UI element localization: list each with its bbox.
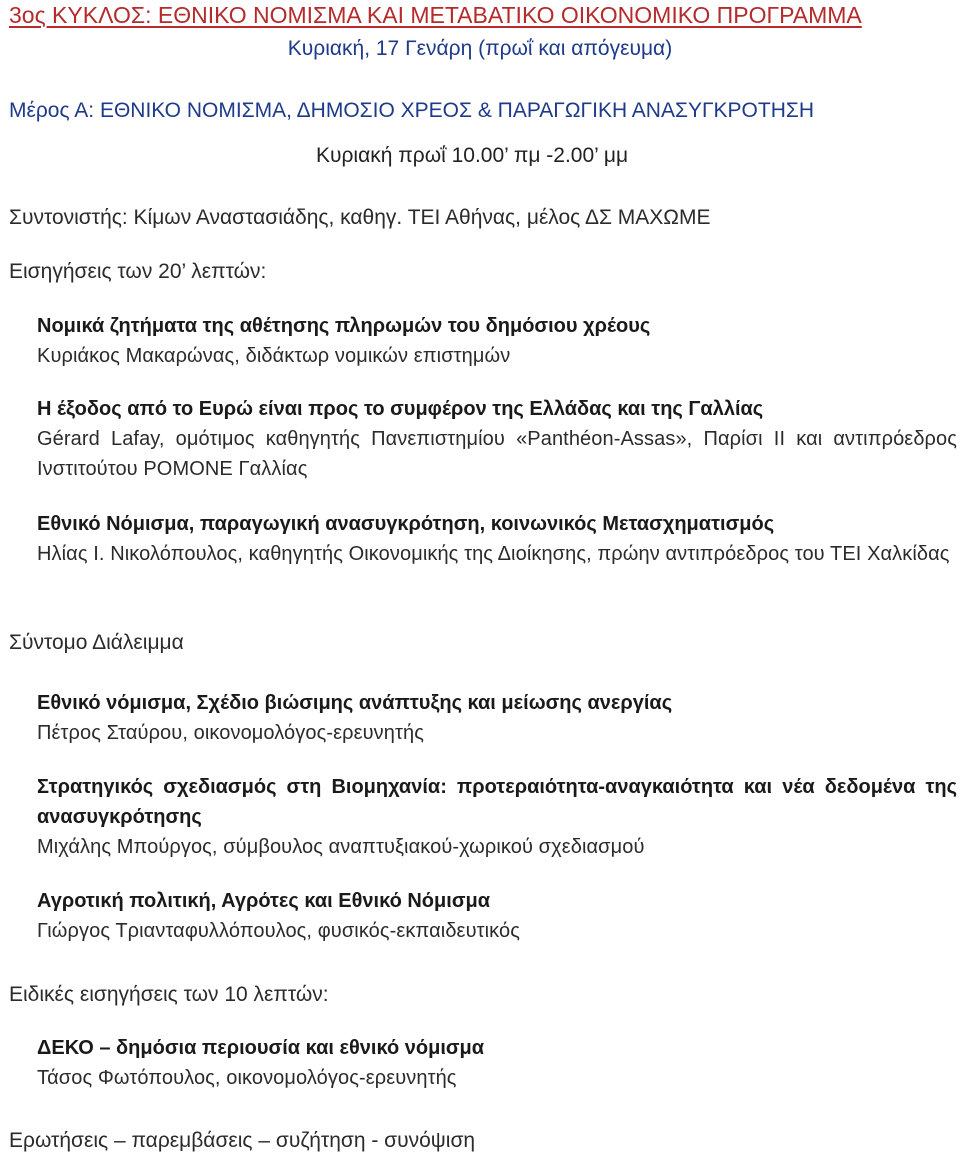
page-title: 3ος ΚΥΚΛΟΣ: ΕΘΝΙΚΟ ΝΟΜΙΣΜΑ ΚΑΙ ΜΕΤΑΒΑΤΙΚΟ ΟΙΚΟΝΟΜΙΚΟ ΠΡΟΓΡΑΜΜΑ (9, 2, 862, 28)
talk-item (37, 772, 957, 862)
talk-title: Η έξοδος από το Ευρώ είναι προς το συμφέρον της Ελλάδας και της Γαλλίας (37, 398, 764, 420)
talk-item (37, 1033, 957, 1093)
talk-item (37, 688, 957, 748)
talk-item (37, 394, 957, 484)
talk-speaker: Γιώργος Τριανταφυλλόπουλος, φυσικός-εκπαιδευτικός (37, 920, 520, 942)
special-talks-intro: Ειδικές εισηγήσεις των 10 λεπτών: (9, 983, 329, 1006)
talk-item (37, 311, 957, 371)
talk-speaker: Τάσος Φωτόπουλος, οικονομολόγος-ερευνητής (37, 1067, 457, 1089)
session-time: Κυριακή πρωΐ 10.00’ πμ -2.00’ μμ (316, 144, 629, 167)
talk-speaker: Πέτρος Σταύρου, οικονομολόγος-ερευνητής (37, 722, 424, 744)
talk-title: Αγροτική πολιτική, Αγρότες και Εθνικό Νόμισμα (37, 890, 491, 912)
break-label: Σύντομο Διάλειμμα (9, 631, 184, 654)
event-date: Κυριακή, 17 Γενάρη (πρωΐ και απόγευμα) (287, 37, 673, 60)
coordinator: Συντονιστής: Κίμων Αναστασιάδης, καθηγ. ΤΕΙ Αθήνας, μέλος ΔΣ ΜΑΧΩΜΕ (9, 206, 711, 229)
talk-item (37, 886, 957, 946)
talk-item (37, 509, 957, 569)
talk-speaker: Μιχάλης Μπούργος, σύμβουλος αναπτυξιακού-χωρικού σχεδιασμού (37, 836, 645, 858)
part-heading: Μέρος Α: ΕΘΝΙΚΟ ΝΟΜΙΣΜΑ, ΔΗΜΟΣΙΟ ΧΡΕΟΣ & ΠΑΡΑΓΩΓΙΚΗ ΑΝΑΣΥΓΚΡΟΤΗΣΗ (9, 99, 815, 122)
talk-speaker: Ηλίας Ι. Νικολόπουλος, καθηγητής Οικονομικής της Διοίκησης, πρώην αντιπρόεδρος του ΤΕΙ Χαλκίδας (37, 543, 950, 565)
talks-intro: Εισηγήσεις των 20’ λεπτών: (9, 260, 267, 283)
talk-title: Νομικά ζητήματα της αθέτησης πληρωμών του δημόσιου χρέους (37, 315, 651, 337)
talk-title: Εθνικό νόμισμα, Σχέδιο βιώσιμης ανάπτυξης και μείωσης ανεργίας (37, 692, 673, 714)
closing-line: Ερωτήσεις – παρεμβάσεις – συζήτηση - συνόψιση (9, 1129, 476, 1152)
talk-speaker: Κυριάκος Μακαρώνας, διδάκτωρ νομικών επιστημών (37, 345, 511, 367)
talk-title: Εθνικό Νόμισμα, παραγωγική ανασυγκρότηση, κοινωνικός Μετασχηματισμός (37, 513, 775, 535)
talk-title: ΔΕΚΟ – δημόσια περιουσία και εθνικό νόμισμα (37, 1037, 485, 1059)
talk-speaker: Gérard Lafay, ομότιμος καθηγητής Πανεπιστημίου «Panthéon-Assas», Παρίσι ΙΙ και αντιπρόεδρος Ινστιτούτου ΡΟΜΟΝΕ Γαλλίας (37, 428, 957, 480)
talk-title: Στρατηγικός σχεδιασμός στη Βιομηχανία: προτεραιότητα-αναγκαιότητα και νέα δεδομένα της ανασυγκρότησης (37, 776, 957, 828)
